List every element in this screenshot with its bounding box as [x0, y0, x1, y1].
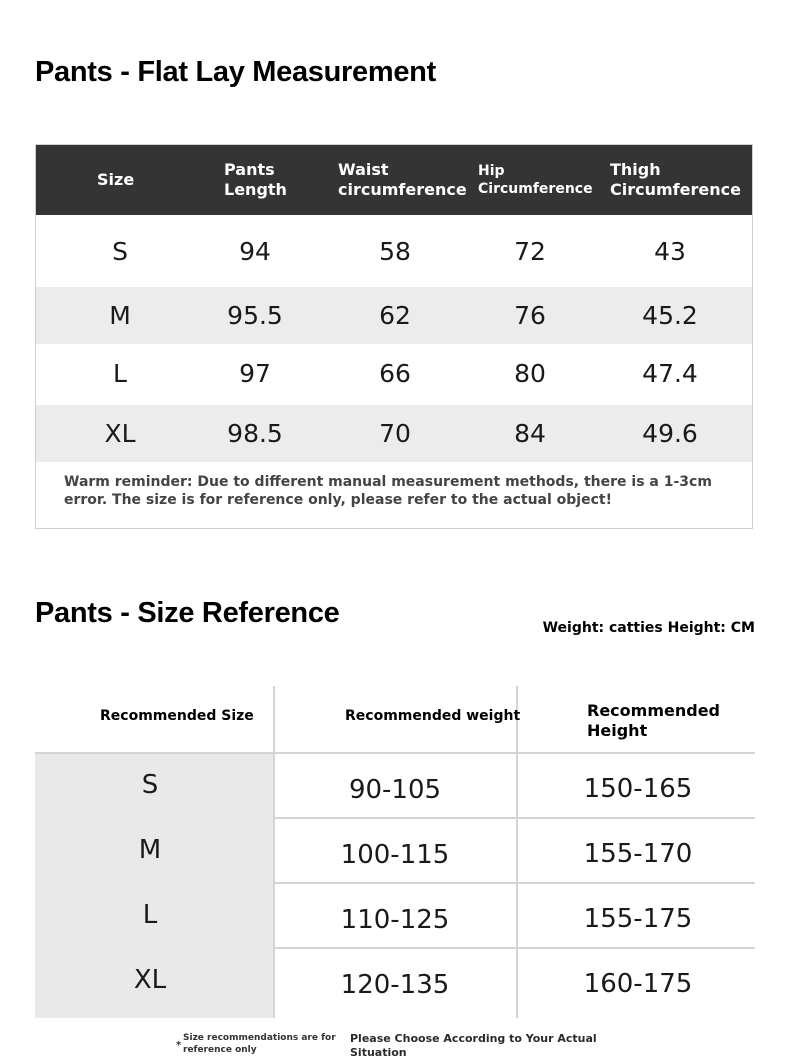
reference-title: Pants - Size Reference — [35, 597, 340, 629]
footnote-right: Please Choose According to Your Actual Situation — [350, 1032, 597, 1059]
units-note: Weight: catties Height: CM — [542, 620, 755, 636]
size-cell: XL — [104, 419, 136, 448]
size-cell: S — [112, 237, 128, 266]
weight-cell: 90-105 — [348, 774, 442, 805]
warm-reminder: Warm reminder: Due to different manual measurement methods, there is a 1-3cm error. The size is for reference only, please refer to the actual object! — [64, 474, 712, 508]
header-hip: Hip Circumference — [478, 163, 593, 197]
hip-cell: 72 — [514, 237, 546, 266]
height-cell: 150-165 — [583, 773, 693, 804]
table-row — [36, 405, 752, 462]
header-recommended-height: Recommended Height — [587, 701, 720, 740]
waist-cell: 62 — [379, 301, 411, 330]
length-cell: 97 — [239, 359, 271, 388]
header-thigh: Thigh Circumference — [610, 160, 741, 199]
hip-cell: 80 — [514, 359, 546, 388]
size-cell: L — [142, 900, 158, 930]
header-waist: Waist circumference — [338, 160, 467, 199]
length-cell: 94 — [239, 237, 271, 266]
table-row — [36, 223, 752, 280]
hip-cell: 76 — [514, 301, 546, 330]
header-recommended-weight: Recommended weight — [345, 708, 521, 724]
table-row — [36, 345, 752, 402]
waist-cell: 58 — [379, 237, 411, 266]
measurement-table-header — [36, 145, 752, 215]
weight-cell: 110-125 — [340, 904, 450, 935]
size-cell: S — [141, 770, 159, 800]
size-reference-table — [35, 686, 755, 1018]
column-divider — [273, 686, 275, 1018]
size-cell: XL — [133, 965, 167, 995]
length-cell: 98.5 — [227, 419, 283, 448]
thigh-cell: 45.2 — [642, 301, 698, 330]
footnote-left: Size recommendations are for reference only — [183, 1033, 336, 1055]
column-divider — [516, 686, 518, 1018]
header-size: Size — [97, 170, 135, 189]
waist-cell: 70 — [379, 419, 411, 448]
thigh-cell: 43 — [654, 237, 686, 266]
asterisk-icon: * — [176, 1040, 182, 1051]
header-pants-length: Pants Length — [224, 160, 287, 199]
weight-cell: 100-115 — [340, 839, 450, 870]
height-cell: 160-175 — [583, 968, 693, 999]
size-cell: L — [113, 359, 127, 388]
header-recommended-size: Recommended Size — [100, 708, 254, 724]
size-cell: M — [138, 835, 162, 865]
thigh-cell: 47.4 — [642, 359, 698, 388]
measurement-title: Pants - Flat Lay Measurement — [35, 56, 436, 88]
length-cell: 95.5 — [227, 301, 283, 330]
thigh-cell: 49.6 — [642, 419, 698, 448]
height-cell: 155-170 — [583, 838, 693, 869]
weight-cell: 120-135 — [340, 969, 450, 1000]
waist-cell: 66 — [379, 359, 411, 388]
table-row — [36, 287, 752, 344]
size-cell: M — [109, 301, 131, 330]
hip-cell: 84 — [514, 419, 546, 448]
height-cell: 155-175 — [583, 903, 693, 934]
measurement-table — [35, 144, 753, 529]
